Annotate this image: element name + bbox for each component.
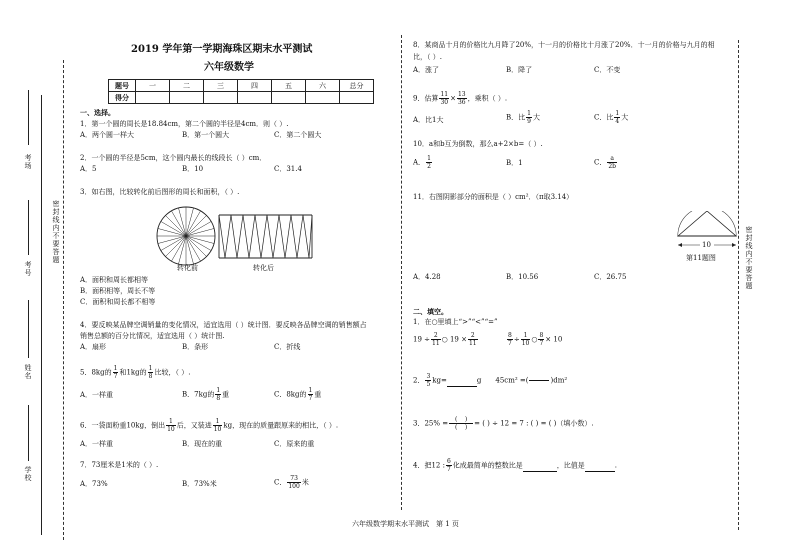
school-blank (28, 405, 29, 461)
fraction (457, 91, 467, 106)
fraction (425, 373, 431, 388)
fraction (468, 332, 478, 347)
q4-option-a: A．扇形 (80, 343, 107, 351)
denominator: 2 (427, 163, 431, 170)
q3-option-c: C．面积和周长都不相等 (80, 298, 156, 306)
numerator: 1 (148, 365, 153, 372)
q8-stem-line2: 比，（ ）. (413, 53, 442, 61)
option-text: B．比 (506, 113, 526, 122)
q2-option-a: A．5 (80, 165, 97, 173)
denominator: 4 (615, 118, 620, 125)
denominator: 7 (446, 466, 451, 473)
option-text: 重 (314, 390, 322, 399)
q3-option-b: B．面积相等，周长不等 (80, 287, 156, 295)
fraction (607, 155, 617, 170)
q9-option-b (506, 110, 540, 125)
q4-stem-line1: 4．要反映某品牌空调销量的变化情况，适宜选用（ ）统计图．要反映各品牌空调的销售额占 (80, 321, 367, 329)
sector-circle-figure (155, 205, 217, 267)
option-text: C．8kg的 (274, 390, 307, 399)
unit-text: dm² (553, 376, 568, 385)
denominator: 8 (216, 395, 221, 402)
q11-option-b: B．10.56 (506, 273, 539, 281)
page-footer: 六年级数学期末水平测试 第 1 页 (352, 520, 459, 528)
denominator: 7 (113, 373, 118, 380)
q10-option-c (594, 155, 618, 170)
denominator: 36 (457, 99, 466, 106)
fraction (215, 387, 221, 402)
denominator: 10 (167, 426, 175, 433)
q6-stem-mid: 后，又装进 (176, 421, 212, 430)
s2-q3 (413, 416, 594, 431)
score-cell[interactable] (238, 92, 272, 104)
column-divider (401, 35, 402, 510)
denominator: 10 (213, 426, 222, 433)
fraction (287, 475, 300, 490)
compare-circle[interactable]: ○ (531, 335, 538, 344)
score-table-header-cell: 五 (272, 80, 306, 92)
denominator: 7 (539, 340, 544, 347)
numerator: 1 (213, 418, 223, 426)
numerator: 1 (216, 387, 221, 394)
denominator: 5 (426, 381, 431, 388)
q9-stem-post: ，乘积（ ）. (467, 94, 508, 103)
option-text: 大 (621, 113, 629, 122)
score-cell[interactable] (170, 92, 204, 104)
q5-stem-mid: 和1kg的 (119, 368, 147, 377)
fraction (507, 332, 513, 347)
option-text: C． (594, 158, 607, 167)
q6-stem-post: kg，现在的质量跟原来的相比，（ ）. (223, 421, 339, 430)
score-cell[interactable] (204, 92, 238, 104)
s2-q1-expr1 (413, 332, 479, 347)
seal-dashed-line-right (738, 40, 739, 530)
exam-room-label: 考场 (24, 154, 32, 170)
numerator: 2 (431, 332, 441, 340)
option-text: B．7kg的 (182, 390, 215, 399)
q6-option-a: A．一样重 (80, 440, 114, 448)
seal-line-text-right: 密 封 线 内 不 要 答 题 (745, 226, 753, 290)
name-blank (28, 300, 29, 358)
q11-figure-caption: 第11题图 (686, 254, 716, 262)
q1-stem: 1．第一个圆的周长是18.84cm，第二个圆的半径是4cm．则（ ）. (80, 120, 289, 128)
score-table-header-cell: 六 (306, 80, 340, 92)
score-row-label: 得分 (109, 92, 136, 104)
q11-stem: 11．右图阴影部分的面积是（ ）cm²．（π取3.14） (413, 193, 574, 201)
denominator: 7 (308, 395, 313, 402)
fraction (521, 332, 531, 347)
denominator: 9 (527, 118, 531, 125)
q7-stem: 7．73厘米是1米的（ ）. (80, 461, 159, 469)
question-number: 2． (413, 376, 425, 385)
section1-heading: 一、选择。 (80, 108, 115, 117)
s2-q4 (413, 458, 617, 473)
numerator: 13 (457, 91, 466, 98)
q8-option-c: C．不变 (594, 66, 621, 74)
exam-title: 2019 学年第一学期海珠区期末水平测试 (131, 44, 313, 55)
fraction (538, 332, 544, 347)
q5-option-a: A．一样重 (80, 391, 114, 399)
fraction (446, 458, 452, 473)
numerator: 6 (446, 458, 451, 465)
unit-text: g (476, 376, 482, 385)
s2-q1-expr2 (506, 332, 562, 347)
answer-blank[interactable] (585, 461, 618, 472)
exam-subtitle: 六年级数学 (204, 62, 254, 73)
question-text: 4．把12 : (413, 461, 445, 470)
q2-option-c: C．31.4 (274, 165, 302, 173)
numerator: 8 (539, 332, 544, 339)
option-text: 重 (222, 390, 230, 399)
q10-stem: 10．a和b互为倒数，那么a+2×b=（ ）. (413, 140, 543, 148)
score-table-header-cell: 题号 (109, 80, 136, 92)
q1-option-c: C．第二个圆大 (274, 131, 322, 139)
fraction (439, 91, 449, 106)
q6-stem (80, 418, 338, 433)
q6-option-b: B．现在的重 (182, 440, 223, 448)
question-text: . (614, 461, 618, 470)
q9-stem-pre: 9．估算 (413, 94, 439, 103)
fraction (166, 418, 176, 433)
option-text: 大 (532, 113, 540, 122)
numerator: 73 (287, 475, 300, 483)
q7-option-b: B．73%米 (182, 480, 217, 488)
expr-text: 19 ÷ (413, 335, 430, 344)
rearranged-sectors-figure (218, 210, 314, 260)
seal-line-text-left: 密 封 线 内 不 要 答 题 (52, 200, 60, 264)
numerator: 1 (308, 387, 313, 394)
q7-option-c (274, 475, 309, 490)
denominator: 30 (440, 99, 449, 106)
q5-stem-post: 比较，（ ）. (154, 368, 191, 377)
unit-text: kg= (432, 376, 447, 385)
answer-fraction-blank[interactable] (529, 373, 549, 388)
q4-stem-line2: 销售总额的百分比情况，适宜选用（ ）统计图. (80, 332, 225, 340)
q5-option-b (182, 387, 229, 402)
score-table-header-cell: 二 (170, 80, 204, 92)
numerator: a (607, 155, 617, 163)
option-text: 米 (301, 478, 309, 487)
score-cell[interactable] (272, 92, 306, 104)
numerator: 2 (468, 332, 478, 340)
q11-option-c: C．26.75 (594, 273, 627, 281)
q3-option-a: A．面积和周长都相等 (80, 276, 149, 284)
numerator: 11 (440, 91, 449, 98)
score-cell[interactable] (340, 92, 374, 104)
answer-blank[interactable] (447, 377, 477, 387)
denominator: 11 (432, 340, 440, 347)
fraction (308, 387, 314, 402)
q6-stem-pre: 6．一袋面粉重10kg，倒出 (80, 421, 166, 430)
answer-blank[interactable] (523, 462, 557, 472)
denominator: 7 (508, 340, 512, 347)
denominator: 8 (148, 373, 153, 380)
q4-option-b: B．条形 (182, 343, 209, 351)
option-text: C．比 (594, 113, 614, 122)
numerator: 8 (508, 332, 512, 339)
s2-q1-stem: 1．在○里填上“>”“<”“=” (413, 318, 498, 326)
paren-open: ( (525, 376, 529, 385)
q11-dimension-label: 10 (702, 241, 711, 249)
score-table-header-cell: 四 (238, 80, 272, 92)
q11-option-a: A．4.28 (413, 273, 441, 281)
numerator: 1 (113, 365, 118, 372)
numerator: 3 (426, 373, 431, 380)
denominator: 2b (608, 163, 617, 170)
option-text: A． (413, 158, 426, 167)
fraction (614, 110, 620, 125)
section2-heading: 二、填空。 (413, 307, 448, 316)
numerator: 1 (521, 332, 531, 340)
score-table (108, 79, 374, 104)
q7-option-a: A．73% (80, 480, 108, 488)
binding-line-left (41, 95, 42, 535)
unit-text: 45cm² = (495, 376, 526, 385)
q9-option-c (594, 110, 628, 125)
q8-stem-line1: 8．某商品十月的价格比九月降了20%，十一月的价格比十月涨了20%．十一月的价格与九月的相 (413, 41, 715, 49)
score-cell[interactable] (306, 92, 340, 104)
q6-option-c: C．原来的重 (274, 440, 315, 448)
question-text: = ( ) ÷ 12 = 7 : ( ) = ( )（填小数）. (474, 419, 594, 428)
q3-before-label: 转化前 (177, 264, 198, 272)
expr-text[interactable]: ○ 19 × (441, 335, 467, 344)
exam-number-label: 考号 (24, 261, 32, 277)
q3-stem: 3．如右图，比较转化前后图形的周长和面积，（ ）. (80, 188, 240, 196)
q2-option-b: B．10 (182, 165, 204, 173)
exam-room-blank (28, 90, 29, 145)
exam-number-blank (28, 200, 29, 255)
s2-q2 (413, 373, 567, 388)
denominator: 11 (468, 340, 477, 347)
question-text: 3．25% = (413, 419, 449, 428)
question-text: ，比值是 (556, 461, 585, 470)
times-sign: × (450, 94, 456, 103)
q9-option-a: A．比1大 (413, 116, 444, 124)
q1-option-b: B．第一个圆大 (182, 131, 230, 139)
q8-option-b: B．降了 (506, 66, 533, 74)
numerator: 1 (527, 110, 531, 117)
paren-close: ) (550, 376, 554, 385)
fraction (113, 365, 119, 380)
option-text: C． (274, 478, 287, 487)
q1-option-a: A．两个圆一样大 (80, 131, 135, 139)
q3-after-label: 转化后 (253, 264, 274, 272)
seal-dashed-line-left (63, 60, 64, 540)
answer-fraction-blank[interactable]: $\frac{( )}{( )}$ (449, 416, 473, 431)
expr-text: ÷ (513, 335, 520, 344)
question-text: 化成最简单的整数比是 (452, 461, 523, 470)
fraction (148, 365, 154, 380)
fraction (431, 332, 441, 347)
school-label: 学校 (24, 466, 32, 482)
denominator: 10 (521, 340, 530, 347)
score-table-header-cell: 一 (136, 80, 170, 92)
fraction (426, 155, 432, 170)
name-label: 姓名 (24, 364, 32, 380)
score-table-header-cell: 总分 (340, 80, 374, 92)
q4-option-c: C．折线 (274, 343, 301, 351)
q5-stem-pre: 5．8kg的 (80, 368, 112, 377)
q10-option-b: B．1 (506, 159, 523, 167)
numerator: 1 (615, 110, 620, 117)
expr-text: × 10 (545, 335, 563, 344)
numerator: 1 (166, 418, 176, 426)
score-table-header-cell: 三 (204, 80, 238, 92)
denominator: 100 (288, 483, 300, 490)
q10-option-a (413, 155, 433, 170)
numerator: 1 (427, 155, 431, 162)
score-cell[interactable] (136, 92, 170, 104)
fraction (213, 418, 223, 433)
q5-stem (80, 365, 190, 380)
q2-stem: 2．一个圆的半径是5cm，这个圆内最长的线段长（ ）cm． (80, 154, 267, 162)
q8-option-a: A．涨了 (413, 66, 440, 74)
fraction (526, 110, 532, 125)
q9-stem (413, 91, 507, 106)
q5-option-c (274, 387, 321, 402)
